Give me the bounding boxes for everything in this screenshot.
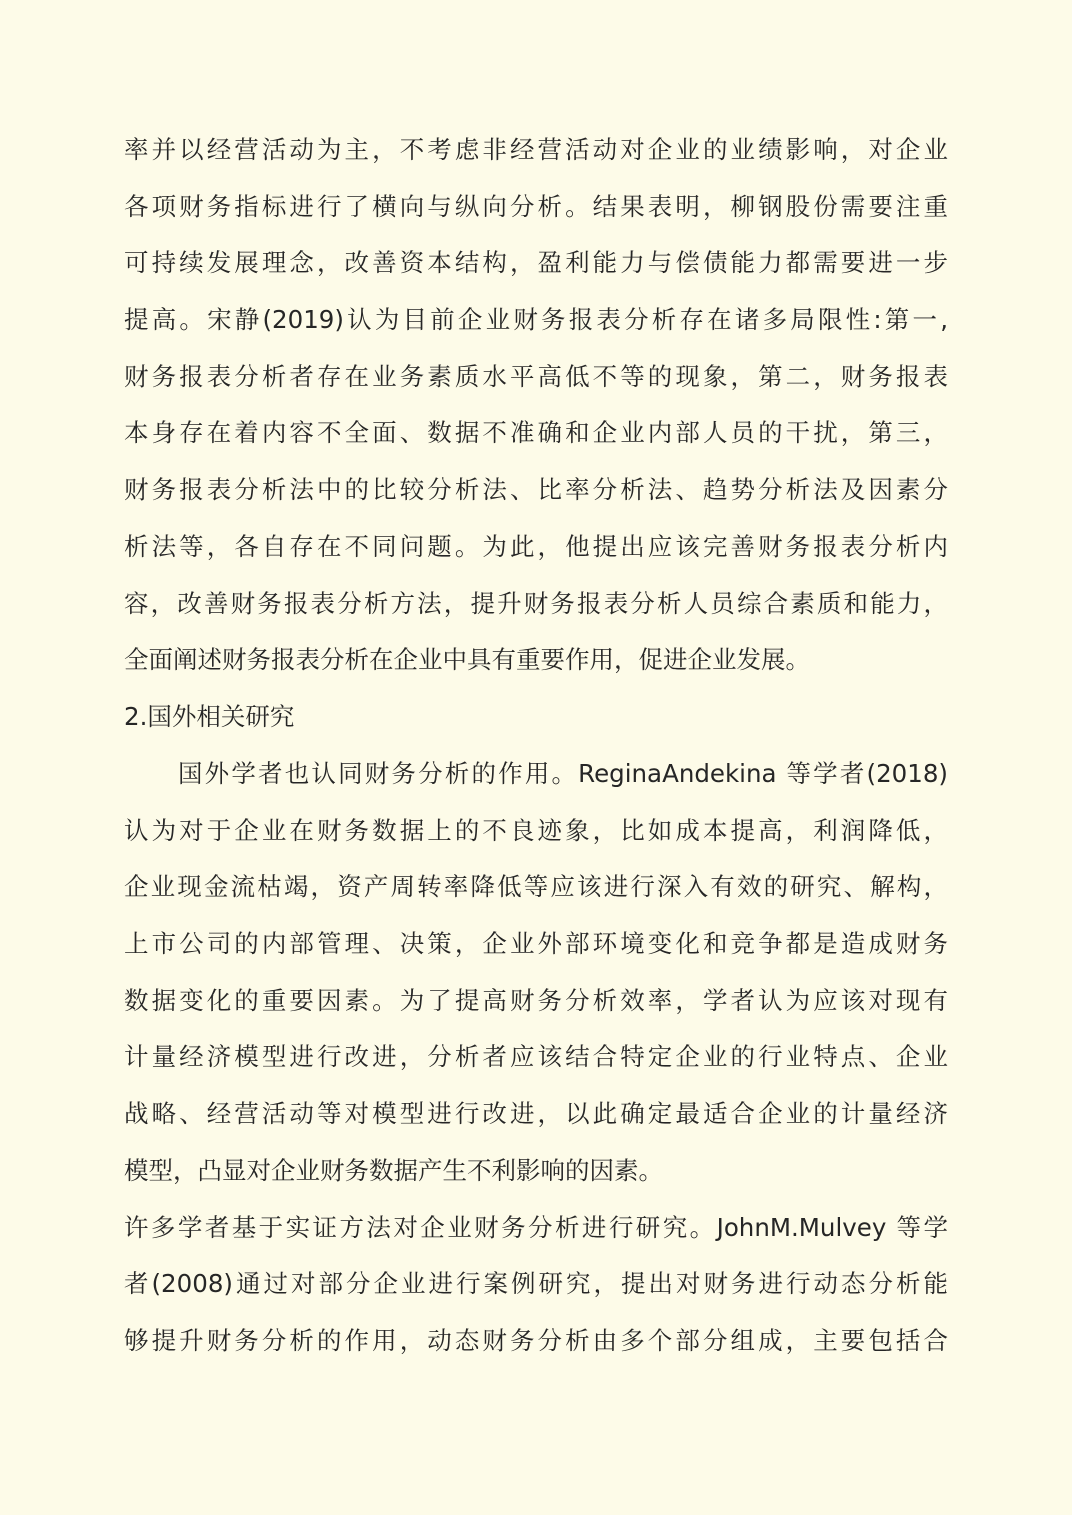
text-line: 各项财务指标进行了横向与纵向分析。结果表明，柳钢股份需要注重 [124,192,948,221]
text-line: 提高。宋静(2019)认为目前企业财务报表分析存在诸多局限性:第一, [124,305,948,334]
text-line: 许多学者基于实证方法对企业财务分析进行研究。JohnM.Mulvey 等学 [124,1213,948,1242]
text-line: 财务报表分析者存在业务素质水平高低不等的现象，第二，财务报表 [124,362,948,391]
text-line: 战略、经营活动等对模型进行改进，以此确定最适合企业的计量经济 [124,1099,948,1128]
text-line: 率并以经营活动为主，不考虑非经营活动对企业的业绩影响，对企业 [124,135,948,164]
text-line: 财务报表分析法中的比较分析法、比率分析法、趋势分析法及因素分 [124,475,948,504]
text-line: 国外学者也认同财务分析的作用。ReginaAndekina 等学者(2018) [178,759,948,788]
text-line: 本身存在着内容不全面、数据不准确和企业内部人员的干扰，第三， [124,418,948,447]
text-line: 数据变化的重要因素。为了提高财务分析效率，学者认为应该对现有 [124,986,948,1015]
text-line: 计量经济模型进行改进，分析者应该结合特定企业的行业特点、企业 [124,1042,948,1071]
text-line: 企业现金流枯竭，资产周转率降低等应该进行深入有效的研究、解构， [124,872,948,901]
section-heading: 2.国外相关研究 [124,702,295,731]
text-line: 上市公司的内部管理、决策，企业外部环境变化和竞争都是造成财务 [124,929,948,958]
text-line: 者(2008)通过对部分企业进行案例研究，提出对财务进行动态分析能 [124,1269,948,1298]
text-line: 模型，凸显对企业财务数据产生不利影响的因素。 [124,1156,663,1185]
text-line: 容，改善财务报表分析方法，提升财务报表分析人员综合素质和能力， [124,589,948,618]
text-line: 够提升财务分析的作用，动态财务分析由多个部分组成，主要包括合 [124,1326,948,1355]
text-line: 全面阐述财务报表分析在企业中具有重要作用，促进企业发展。 [124,645,810,674]
text-line: 析法等，各自存在不同问题。为此，他提出应该完善财务报表分析内 [124,532,948,561]
text-line: 可持续发展理念，改善资本结构，盈利能力与偿债能力都需要进一步 [124,248,948,277]
text-line: 认为对于企业在财务数据上的不良迹象，比如成本提高，利润降低， [124,816,948,845]
